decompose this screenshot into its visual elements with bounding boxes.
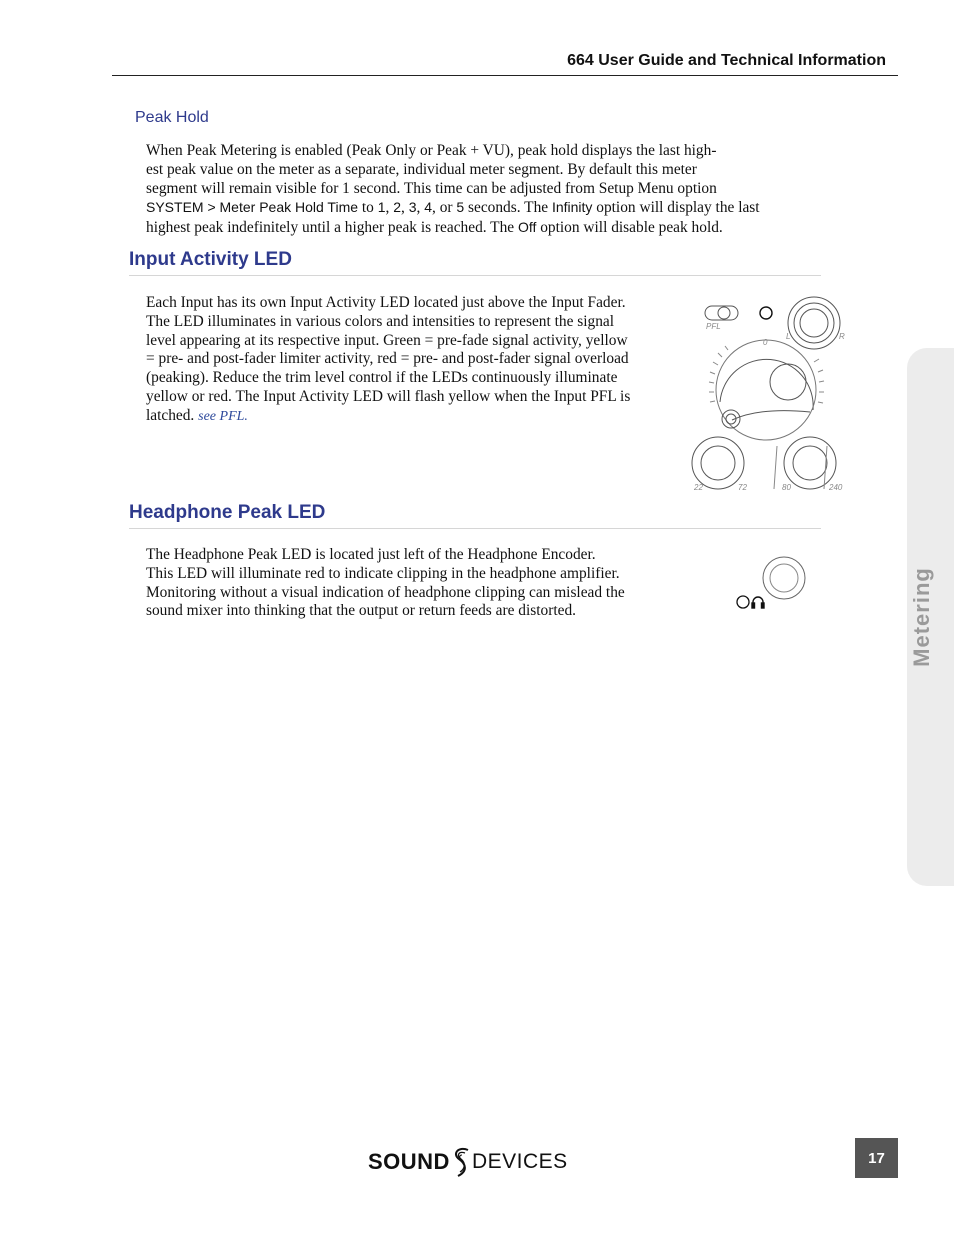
headphone-icon [752,597,764,608]
headphone-figure [730,553,810,613]
peak-hold-line-5 [146,218,760,238]
chapter-side-tab-label: Metering [909,567,934,667]
filter-knob [692,437,744,489]
text-fragment: option will disable peak hold. [536,219,723,237]
input-activity-paragraph [146,294,630,427]
headphone-line-2: This LED will illuminate red to indicate clipping in the headphone amplifier. [146,564,620,582]
option-5: 5 [456,199,465,216]
option-1: 1 [377,199,386,216]
sound-devices-logo [368,1145,568,1179]
text-fragment: option will display the last [592,199,760,217]
text-fragment: , [416,199,425,217]
section-rule [129,275,821,276]
text-fragment: , or [432,199,457,217]
headphone-line-4: sound mixer into thinking that the output or return feeds are distorted. [146,602,576,620]
r-label: R [839,332,845,341]
text-fragment: , [401,199,409,217]
input-activity-line-3: level appearing at its respective input. Green = pre-fade signal activity, yellow [146,331,628,349]
text-fragment: seconds. The [464,199,552,217]
logo-text-bold: SOUND [368,1149,450,1174]
option-4: 4 [424,199,432,216]
label-22: 22 [694,483,703,492]
input-activity-line-4: = pre- and post-fader limiter activity, red = pre- and post-fader signal overload [146,350,629,368]
limiter-knob [784,437,836,489]
pan-knob [788,297,840,349]
headphone-line-3: Monitoring without a visual indication of headphone clipping can mislead the [146,583,625,601]
menu-path: SYSTEM > Meter Peak Hold Time [146,199,359,216]
peak-hold-line-4 [146,198,760,218]
peak-hold-line-2: est peak value on the meter as a separate, individual meter segment. By default this meter [146,160,697,178]
input-activity-heading: Input Activity LED [129,249,292,270]
pfl-label: PFL [706,322,721,331]
text-fragment: , [385,199,394,217]
zero-label: 0 [763,338,768,347]
logo-s-mark-icon [450,1145,472,1179]
peak-hold-heading: Peak Hold [135,109,209,126]
headphone-encoder-knob [763,557,805,599]
input-activity-led [760,307,772,319]
logo-text-light: DEVICES [471,1150,568,1173]
section-rule [129,528,821,529]
text-fragment: highest peak indefinitely until a higher peak is reached. The [146,219,518,237]
text-fragment: latched. [146,406,199,424]
headphone-line-1: The Headphone Peak LED is located just left of the Headphone Encoder. [146,546,596,563]
l-label: L [786,332,791,341]
peak-hold-paragraph [146,142,760,238]
headphone-paragraph [146,546,625,621]
text-fragment: to [358,199,378,217]
page-number: 17 [855,1138,898,1178]
input-activity-line-7 [146,407,630,427]
label-72: 72 [738,483,747,492]
option-3: 3 [408,199,417,216]
input-activity-line-6: yellow or red. The Input Activity LED will flash yellow when the Input PFL is [146,387,631,405]
input-activity-line-5: (peaking). Reduce the trim level control if the LEDs continuously illuminate [146,369,618,387]
option-2: 2 [393,199,401,216]
option-infinity: Infinity [551,199,593,216]
running-header-title: 664 User Guide and Technical Information [567,52,886,69]
see-pfl-link[interactable]: see PFL. [198,408,248,424]
peak-hold-line-3: segment will remain visible for 1 second. This time can be adjusted from Setup Menu option [146,179,717,197]
input-activity-line-2: The LED illuminates in various colors and intensities to represent the signal [146,312,615,330]
input-panel-figure [690,292,855,497]
headphone-peak-led [737,596,749,608]
header-rule [112,75,898,76]
peak-hold-line-1: When Peak Metering is enabled (Peak Only or Peak + VU), peak hold displays the last high- [146,142,717,159]
label-80: 80 [782,483,791,492]
label-240: 240 [829,483,843,492]
option-off: Off [517,219,537,236]
headphone-peak-heading: Headphone Peak LED [129,502,326,523]
trim-knob [716,340,816,440]
input-activity-line-1: Each Input has its own Input Activity LED located just above the Input Fader. [146,294,626,311]
